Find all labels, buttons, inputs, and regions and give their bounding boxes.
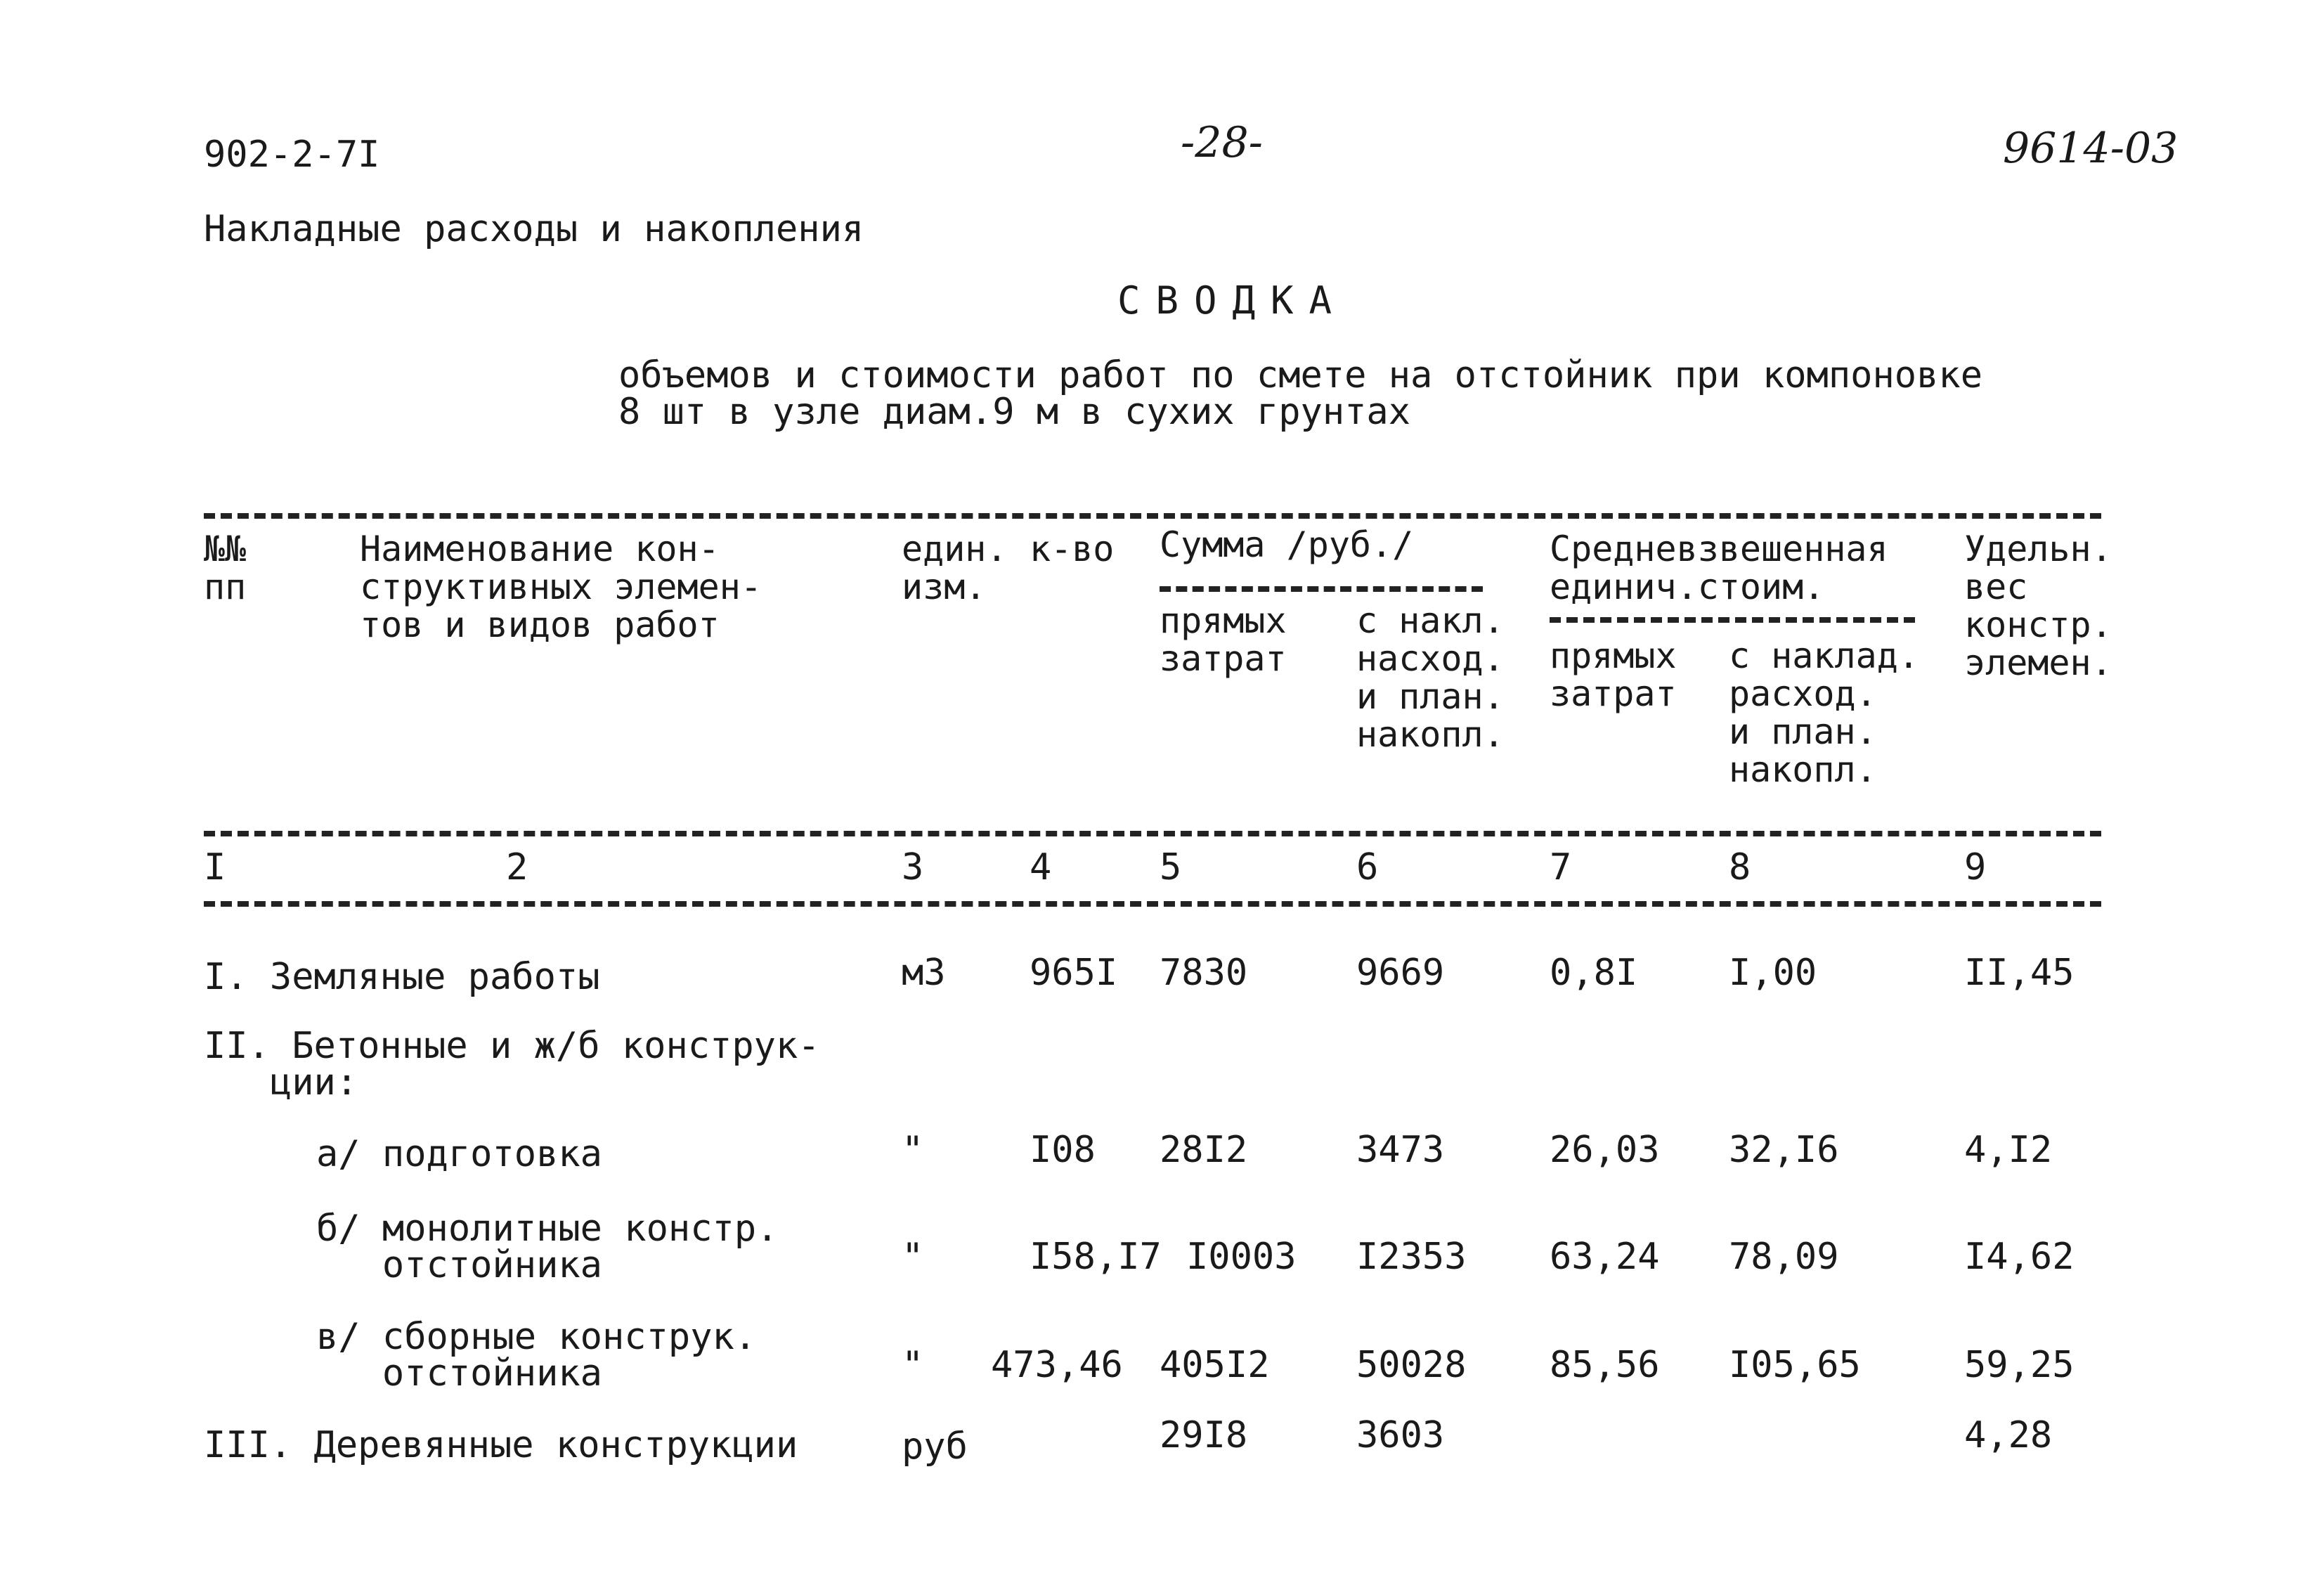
row-avg-direct: 26,03 bbox=[1550, 1129, 1660, 1171]
row-sum-direct: 7830 bbox=[1160, 952, 1248, 994]
page-number: -28- bbox=[1181, 118, 1263, 167]
row-sum-overhead: 3473 bbox=[1356, 1129, 1445, 1171]
row-unit: " bbox=[902, 1344, 924, 1386]
row-qty: I08 bbox=[1030, 1129, 1096, 1171]
subtitle-line-2: 8 шт в узле диам.9 м в сухих грунтах bbox=[618, 391, 1411, 433]
document-reference: 9614-03 bbox=[2003, 124, 2179, 173]
row-sum-overhead: 3603 bbox=[1356, 1414, 1445, 1456]
row-share: II,45 bbox=[1964, 952, 2075, 994]
table-top-rule bbox=[204, 513, 2101, 519]
row-name: б/ монолитные констр. отстойника bbox=[316, 1208, 779, 1286]
row-name: I. Земляные работы bbox=[204, 956, 600, 998]
row-unit: " bbox=[902, 1236, 924, 1278]
header-sum-overhead: с накл. насход. и план. накопл. bbox=[1356, 600, 1505, 755]
row-qty: 965I bbox=[1030, 952, 1118, 994]
row-sum-direct: I0003 bbox=[1186, 1236, 1297, 1278]
column-number: 3 bbox=[902, 846, 924, 888]
header-sum-direct: прямых затрат bbox=[1160, 600, 1287, 679]
row-sum-direct: 28I2 bbox=[1160, 1129, 1248, 1171]
row-avg-overhead: I,00 bbox=[1729, 952, 1817, 994]
page-title: СВОДКА bbox=[1117, 278, 1348, 323]
column-number: 9 bbox=[1964, 846, 1987, 888]
header-unit: един. изм. bbox=[902, 529, 1008, 607]
row-name: а/ подготовка bbox=[316, 1133, 602, 1175]
row-avg-direct: 0,8I bbox=[1550, 952, 1638, 994]
row-unit: м3 bbox=[902, 952, 946, 994]
row-name: II. Бетонные и ж/б конструк- ции: bbox=[204, 1025, 820, 1104]
column-number: I bbox=[204, 846, 226, 888]
column-number: 8 bbox=[1729, 846, 1751, 888]
row-sum-overhead: 50028 bbox=[1356, 1344, 1467, 1386]
subtitle-line-1: объемов и стоимости работ по смете на отстойник при компоновке bbox=[618, 354, 1983, 396]
header-avg: Средневзвешенная единич.стоим. bbox=[1550, 529, 1888, 607]
column-numbers-rule bbox=[204, 901, 2101, 907]
header-bottom-rule bbox=[204, 831, 2101, 836]
row-sum-direct: 405I2 bbox=[1160, 1344, 1270, 1386]
row-qty: 473,46 bbox=[991, 1344, 1123, 1386]
row-sum-overhead: I2353 bbox=[1356, 1236, 1467, 1278]
column-number: 4 bbox=[1030, 846, 1052, 888]
row-name: в/ сборные конструк. отстойника bbox=[316, 1316, 757, 1395]
row-avg-overhead: 32,I6 bbox=[1729, 1129, 1839, 1171]
row-unit: руб bbox=[902, 1425, 968, 1468]
header-num: №№ пп bbox=[204, 529, 247, 607]
row-name: III. Деревянные конструкции bbox=[204, 1424, 798, 1466]
header-name: Наименование кон- структивных элемен- тов и видов работ bbox=[360, 529, 762, 645]
row-share: 59,25 bbox=[1964, 1344, 2075, 1386]
row-share: 4,28 bbox=[1964, 1414, 2053, 1456]
row-avg-overhead: I05,65 bbox=[1729, 1344, 1861, 1386]
row-share: I4,62 bbox=[1964, 1236, 2075, 1278]
avg-subheader-rule bbox=[1550, 617, 1915, 623]
row-avg-direct: 85,56 bbox=[1550, 1344, 1660, 1386]
document-code: 902-2-7I bbox=[204, 134, 380, 176]
column-number: 6 bbox=[1356, 846, 1379, 888]
column-number: 2 bbox=[506, 846, 528, 888]
header-sum: Сумма /руб./ bbox=[1160, 524, 1414, 565]
row-unit: " bbox=[902, 1129, 924, 1171]
header-qty: к-во bbox=[1030, 529, 1115, 569]
header-avg-direct: прямых затрат bbox=[1550, 635, 1677, 714]
row-sum-direct: 29I8 bbox=[1160, 1414, 1248, 1456]
column-number: 7 bbox=[1550, 846, 1572, 888]
header-avg-overhead: с наклад. расход. и план. накопл. bbox=[1729, 635, 1919, 790]
header-share: Удельн. вес констр. элемен. bbox=[1964, 529, 2112, 683]
row-qty: I58,I7 bbox=[1030, 1236, 1162, 1278]
sum-subheader-rule bbox=[1160, 586, 1483, 592]
row-avg-direct: 63,24 bbox=[1550, 1236, 1660, 1278]
column-number: 5 bbox=[1160, 846, 1182, 888]
row-share: 4,I2 bbox=[1964, 1129, 2053, 1171]
row-avg-overhead: 78,09 bbox=[1729, 1236, 1839, 1278]
row-sum-overhead: 9669 bbox=[1356, 952, 1445, 994]
section-heading: Накладные расходы и накопления bbox=[204, 208, 864, 250]
